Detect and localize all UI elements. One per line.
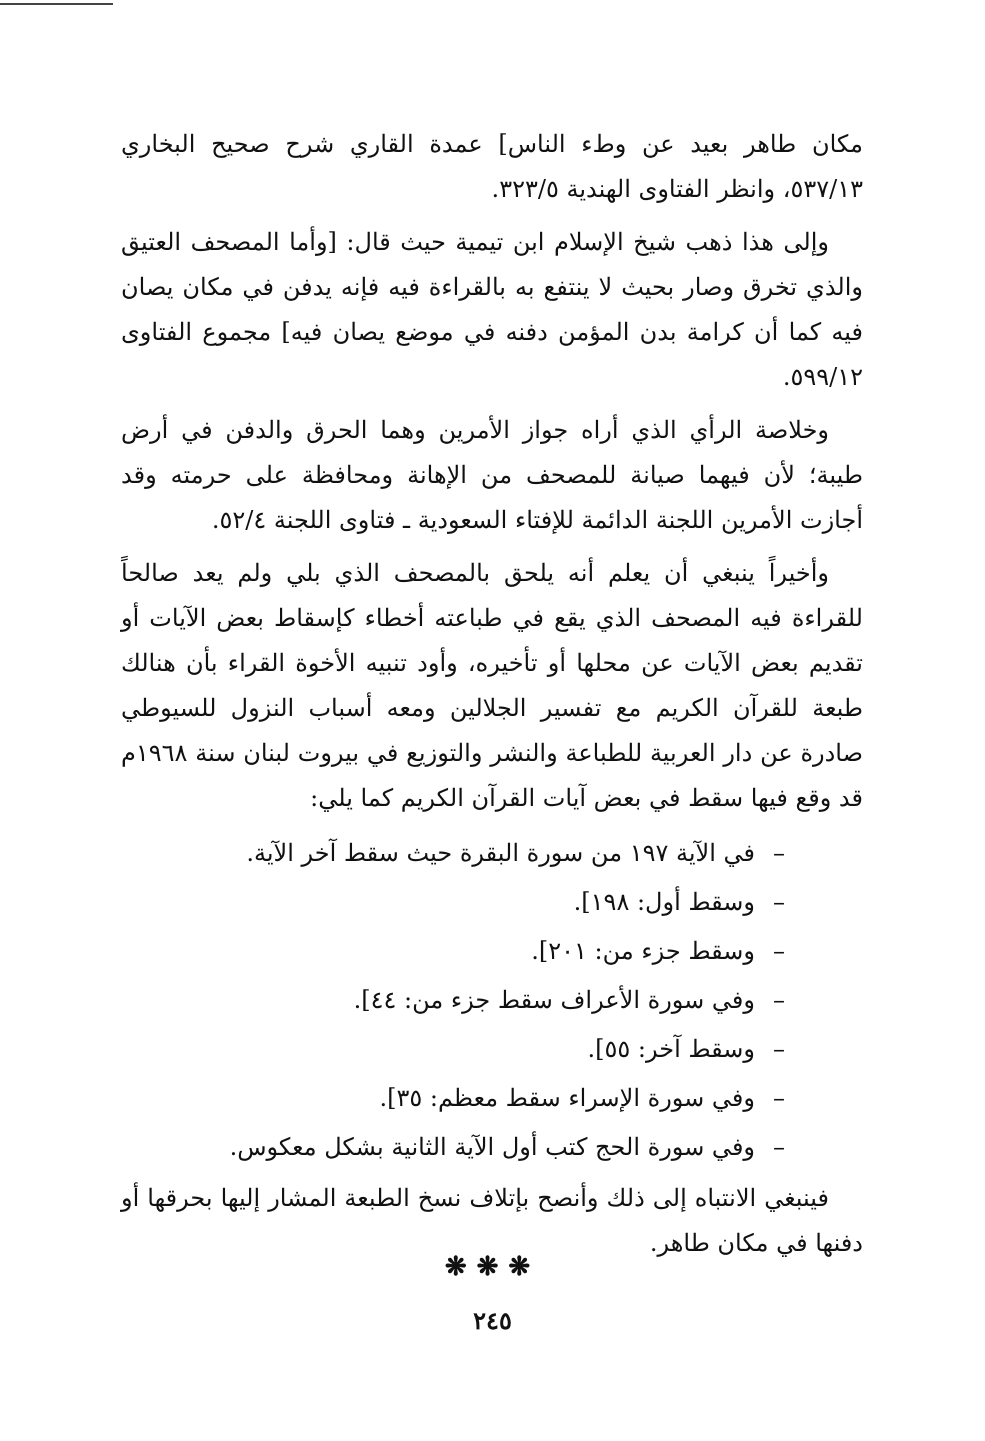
- list-item-text: وفي سورة الحج كتب أول الآية الثانية بشكل معكوس.: [229, 1133, 755, 1161]
- bullet-marker: –: [773, 888, 785, 916]
- list-item: [121, 927, 785, 976]
- bullet-marker: –: [773, 1084, 785, 1112]
- section-ornament: ❋❋❋: [444, 1252, 541, 1282]
- bullet-marker: –: [773, 839, 785, 867]
- page-body: [121, 122, 863, 1274]
- list-item-text: في الآية ١٩٧ من سورة البقرة حيث سقط آخر الآية.: [246, 839, 755, 867]
- list-item: [121, 1074, 785, 1123]
- list-item-text: وسقط أول: ١٩٨].: [573, 888, 755, 916]
- bullet-marker: –: [773, 1133, 785, 1161]
- paragraph-3: وخلاصة الرأي الذي أراه جواز الأمرين وهما الحرق والدفن في أرض طيبة؛ لأن فيهما صيانة للمصحف من الإهانة ومحافظة على حرمته وقد أجازت الأمرين اللجنة الدائمة للإفتاء السعودية ـ فتاوى اللجنة ٥٢/٤.: [121, 416, 863, 534]
- list-item: [121, 878, 785, 927]
- list-item-text: وسقط جزء من: ٢٠١].: [531, 937, 755, 965]
- closing-paragraph: فينبغي الانتباه إلى ذلك وأنصح بإتلاف نسخ الطبعة المشار إليها بحرقها أو دفنها في مكان طاهر.: [121, 1184, 863, 1257]
- list-item: [121, 976, 785, 1025]
- paragraph-1: مكان طاهر بعيد عن وطء الناس] عمدة القاري شرح صحيح البخاري ٥٣٧/١٣، وانظر الفتاوى الهندية ٣٢٣/٥.: [121, 130, 863, 203]
- bullet-marker: –: [773, 986, 785, 1014]
- bullet-marker: –: [773, 1035, 785, 1063]
- list-item-text: وسقط آخر: ٥٥].: [587, 1035, 755, 1063]
- omissions-list: [121, 829, 863, 1172]
- top-rule: [0, 3, 113, 5]
- list-item-text: وفي سورة الإسراء سقط معظم: ٣٥].: [379, 1084, 755, 1112]
- paragraph-2: وإلى هذا ذهب شيخ الإسلام ابن تيمية حيث قال: [وأما المصحف العتيق والذي تخرق وصار بحيث لا ينتفع به بالقراءة فيه فإنه يدفن في مكان يصان فيه كما أن كرامة بدن المؤمن دفنه في موضع يصان فيه] مجموع الفتاوى ٥٩٩/١٢.: [121, 228, 863, 391]
- list-item: [121, 1123, 785, 1172]
- paragraph-4: وأخيراً ينبغي أن يعلم أنه يلحق بالمصحف الذي بلي ولم يعد صالحاً للقراءة فيه المصحف الذي يقع في طباعته أخطاء كإسقاط بعض الآيات أو تقديم بعض الآيات عن محلها أو تأخيره، وأود تنبيه الأخوة القراء بأن هنالك طبعة للقرآن الكريم مع تفسير الجلالين ومعه أسباب النزول للسيوطي صادرة عن دار العربية للطباعة والنشر والتوزيع في بيروت لبنان سنة ١٩٦٨م قد وقع فيها سقط في بعض آيات القرآن الكريم كما يلي:: [121, 559, 863, 812]
- page-number: ٢٤٥: [473, 1306, 512, 1335]
- bullet-marker: –: [773, 937, 785, 965]
- list-item-text: وفي سورة الأعراف سقط جزء من: ٤٤].: [353, 986, 755, 1014]
- list-item: [121, 829, 785, 878]
- list-item: [121, 1025, 785, 1074]
